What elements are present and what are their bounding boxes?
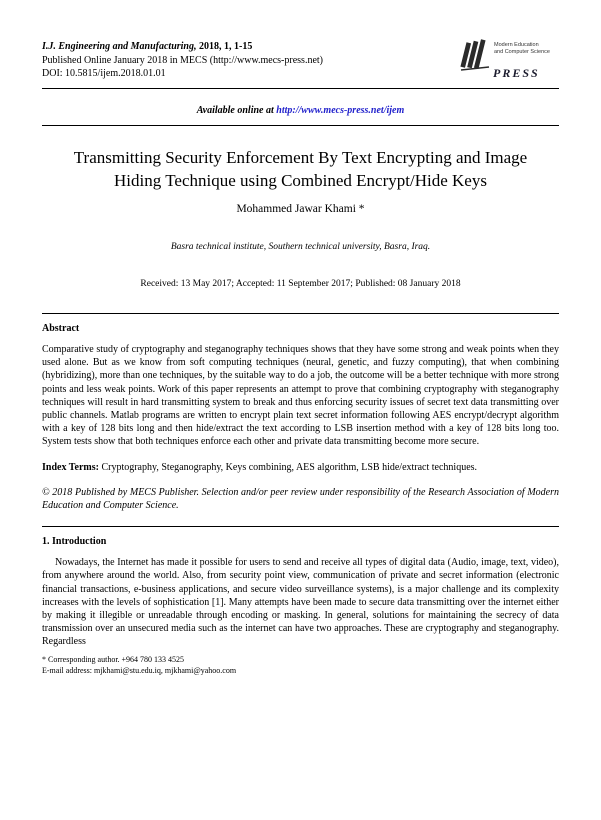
doi-line: DOI: 10.5815/ijem.2018.01.01 xyxy=(42,68,166,79)
published-line: Published Online January 2018 in MECS (http://www.mecs-press.net) xyxy=(42,54,323,66)
journal-name: I.J. Engineering and Manufacturing, xyxy=(42,41,197,52)
author-affiliation: Basra technical institute, Southern technical university, Basra, Iraq. xyxy=(170,242,431,252)
abstract-body: Comparative study of cryptography and steganography techniques shows that they have some strong and weak points when they used alone. But as we know from soft computing techniques (neural, genetic, and fuzzy computing), that when combining (hybridizing), more than one techniques, by the suitable way to do a job, the outcome will be a better technique with more strong points and less weak points. Work of this paper represents an attempt to prove that combining cryptography with steganography techniques will result in hard transmitting system to break and thus enforcing security issues of secret text data transmitting over public channels. Matlab programs are written to encrypt plain text secret information following AES encrypt/decrypt algorithm with a key of 128 bits long and then hide/extract the text according to LSB insertion method with a key of 128 bits long too. System tests show that both techniques enforce each other and private data transmitting become more secure. xyxy=(42,344,559,448)
available-online-prefix: Available online at xyxy=(196,105,277,116)
books-icon xyxy=(459,36,491,72)
journal-url-link[interactable]: http://www.mecs-press.net/ijem xyxy=(276,105,405,116)
journal-issue: 2018, 1, 1-15 xyxy=(196,41,253,52)
copyright-notice: © 2018 Published by MECS Publisher. Selection and/or peer review under responsibility of the Research Association of Modern Education and Computer Science. xyxy=(42,486,559,512)
logo-text-line2: and Computer Science xyxy=(494,48,550,55)
logo-press-label: PRESS xyxy=(493,66,540,80)
paper-title: Transmitting Security Enforcement By Text Encrypting and Image Hiding Technique using Combined Encrypt/Hide Keys xyxy=(73,148,528,190)
logo-text xyxy=(494,36,550,55)
introduction-divider xyxy=(42,526,559,527)
available-divider xyxy=(42,125,559,126)
journal-info xyxy=(42,40,323,81)
available-online-line xyxy=(42,105,559,116)
footnote-email: E-mail address: mjkhami@stu.edu.iq, mjkhami@yahoo.com xyxy=(42,665,237,675)
received-accepted-published: Received: 13 May 2017; Accepted: 11 September 2017; Published: 08 January 2018 xyxy=(140,279,461,289)
introduction-body: Nowadays, the Internet has made it possible for users to send and receive all types of digital data (Audio, image, text, video), from anywhere around the world. Also, from security point view, communication of private and secret information (electronic financial transactions, e-business applications, and secure video surveillance systems), is a major challenge and its complexity increases with the levels of sophistication [1]. Many attempts have been made to secure data transmitting over the internet either by making it illegible or unreadable through encoding or masking. In general, solutions for maintaining the secrecy of data transmission over an unsecured media such as the internet can have two approaches. These are cryptography and steganography. Regardless xyxy=(42,557,559,648)
index-terms-list: Cryptography, Steganography, Keys combining, AES algorithm, LSB hide/extract techniques. xyxy=(98,461,478,473)
logo-text-line1: Modern Education xyxy=(494,42,539,48)
footnote-corresponding-author: * Corresponding author. +964 780 133 4525 xyxy=(42,654,185,664)
header-divider xyxy=(42,88,559,89)
mecs-press-logo xyxy=(459,36,559,81)
footnote xyxy=(42,654,559,676)
index-terms xyxy=(42,461,559,474)
author-name: Mohammed Jawar Khami * xyxy=(236,203,365,215)
abstract-heading: Abstract xyxy=(42,323,80,334)
journal-title-line xyxy=(42,40,323,54)
index-terms-label: Index Terms: xyxy=(42,461,99,473)
journal-header xyxy=(42,40,559,81)
introduction-heading: 1. Introduction xyxy=(42,536,107,548)
abstract-divider xyxy=(42,313,559,314)
